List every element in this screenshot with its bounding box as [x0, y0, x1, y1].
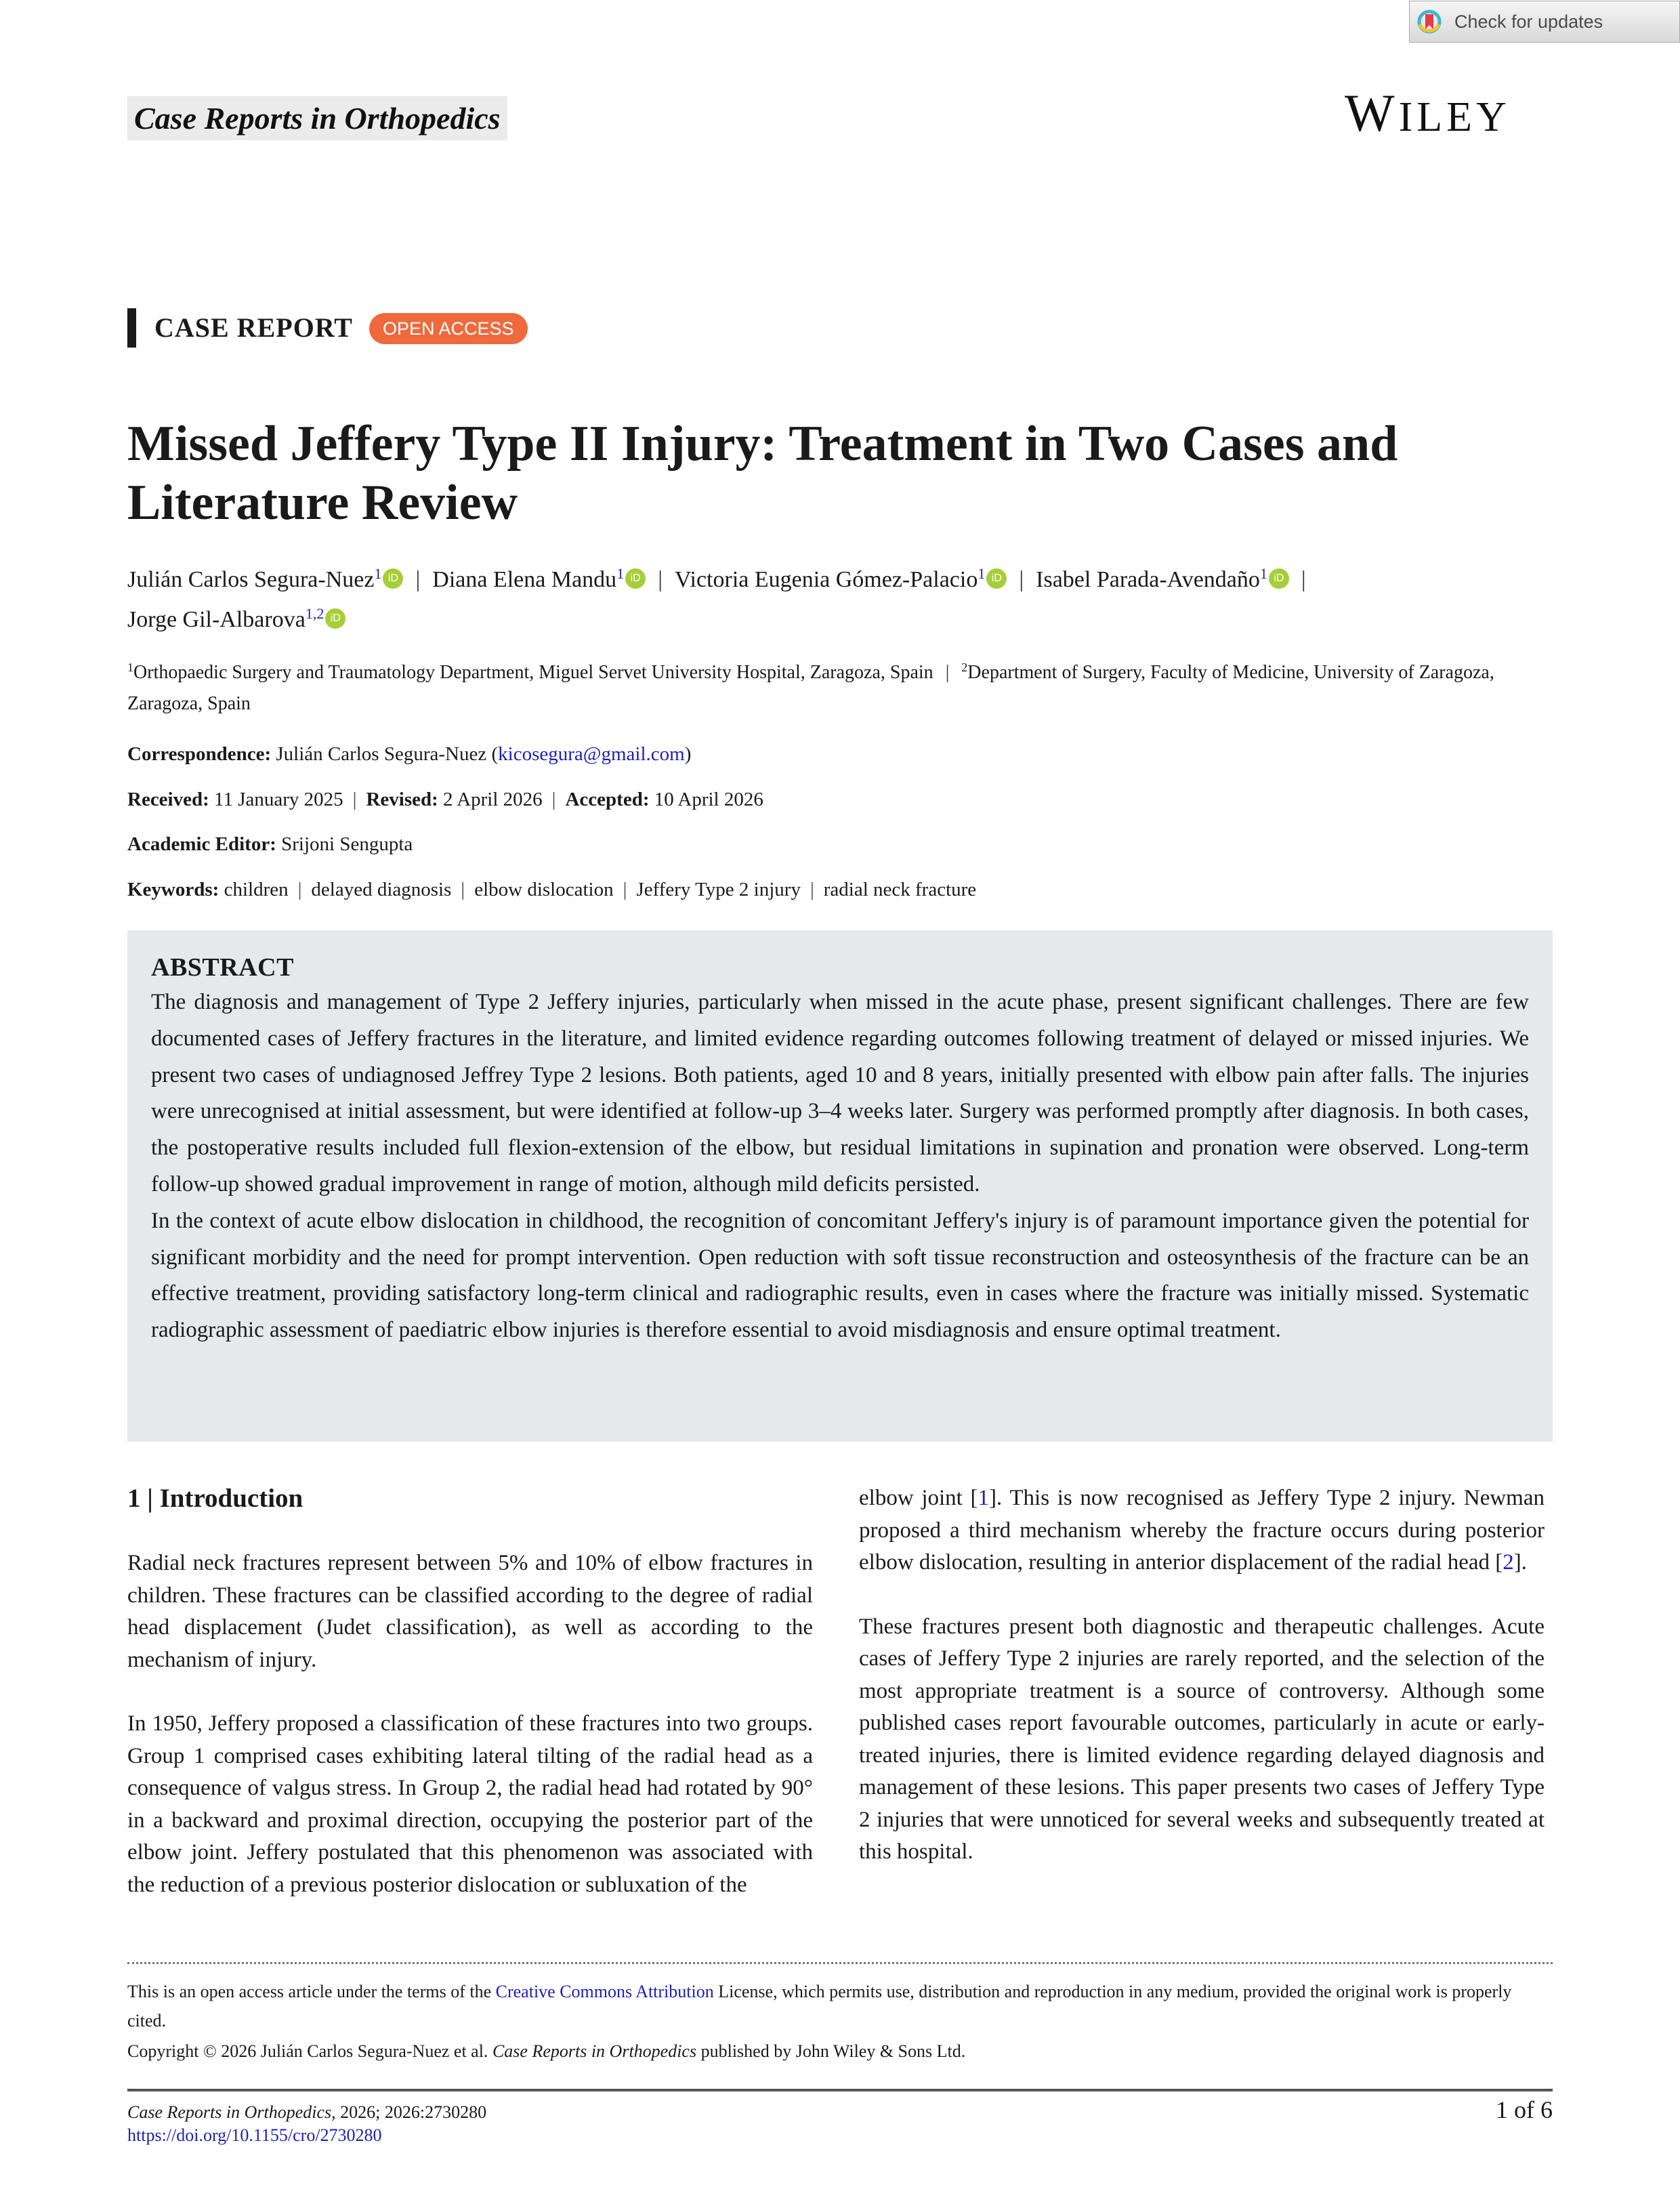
- check-for-updates-button[interactable]: [1409, 1, 1680, 43]
- journal-name: Case Reports in Orthopedics: [127, 96, 507, 140]
- keyword: elbow dislocation: [474, 879, 614, 900]
- orcid-icon[interactable]: iD: [383, 568, 403, 589]
- keyword: delayed diagnosis: [311, 879, 452, 900]
- open-access-badge: OPEN ACCESS: [369, 313, 528, 344]
- footer-divider: [127, 2089, 1553, 2091]
- doi-line: [127, 2124, 382, 2147]
- body-paragraph: These fractures present both diagnostic and therapeutic challenges. Acute cases of Jeffery Type 2 injuries are rarely reported, and the selection of the most appropriate treatment is a source of controversy. Although some published cases report favourable outcomes, particularly in acute or early-treated injuries, there is limited evidence regarding delayed diagnosis and management of these lesions. This paper presents two cases of Jeffery Type 2 injuries that were unnoticed for several weeks and subsequently treated at this hospital.: [859, 1614, 1545, 1864]
- abstract-paragraph: The diagnosis and management of Type 2 Jeffery injuries, particularly when missed in the acute phase, present significant challenges. There are few documented cases of Jeffery fractures in the literature, and limited evidence regarding outcomes following treatment of delayed or missed injuries. We present two cases of undiagnosed Jeffrey Type 2 lesions. Both patients, aged 10 and 8 years, initially presented with elbow pain after falls. The injuries were unrecognised at initial assessment, but were identified at follow-up 3–4 weeks later. Surgery was performed promptly after diagnosis. In both cases, the postoperative results included full flexion-extension of the elbow, but residual limitations in supination and pronation were observed. Long-term follow-up showed gradual improvement in range of motion, although mild deficits persisted.: [151, 990, 1529, 1196]
- abstract-heading: ABSTRACT: [151, 953, 294, 982]
- publisher-logo-rest: ILEY: [1398, 94, 1511, 140]
- author[interactable]: Jorge Gil-Albarova$^{1,2}$ iD: [127, 607, 345, 632]
- email-link[interactable]: kicosegura@gmail.com: [498, 743, 685, 765]
- affiliation: Orthopaedic Surgery and Traumatology Department, Miguel Servet University Hospital, Zaragoza, Spain: [133, 662, 933, 683]
- affiliations: $^1$Orthopaedic Surgery and Traumatology Department, Miguel Servet University Hospital, Zaragoza, Spain | $^2$Department of Surgery, Faculty of Medicine, University of Zaragoza, Zaragoza, Spain: [127, 661, 1494, 714]
- author[interactable]: Victoria Eugenia Gómez-Palacio$^1$ iD: [675, 567, 1007, 592]
- citation-link[interactable]: 2: [1503, 1550, 1514, 1575]
- keyword: children: [224, 879, 289, 900]
- article-title: Missed Jeffery Type II Injury: Treatment in Two Cases and Literature Review: [127, 416, 1398, 530]
- affiliation: Department of Surgery, Faculty of Medicine, University of Zaragoza, Zaragoza, Spain: [127, 662, 1494, 714]
- abstract-paragraph: In the context of acute elbow dislocation in childhood, the recognition of concomitant Jeffery's injury is of paramount importance given the potential for significant morbidity and the need for prompt intervention. Open reduction with soft tissue reconstruction and osteosynthesis of the fracture can be an effective treatment, providing satisfactory long-term clinical and radiographic results, even in cases where the fracture was initially missed. Systematic radiographic assessment of paediatric elbow injuries is therefore essential to avoid misdiagnosis and ensure optimal treatment.: [151, 1208, 1529, 1343]
- author-list: [127, 557, 1563, 637]
- body-paragraph: Radial neck fractures represent between 5% and 10% of elbow fractures in children. These fractures can be classified according to the degree of radial head displacement (Judet classification), as well as according to the mechanism of injury.: [127, 1551, 813, 1672]
- academic-editor: Academic Editor: Srijoni Sengupta: [127, 833, 413, 855]
- doi-link[interactable]: https://doi.org/10.1155/cro/2730280: [127, 2125, 382, 2145]
- author[interactable]: Isabel Parada-Avendaño$^1$ iD: [1036, 567, 1289, 592]
- orcid-icon[interactable]: iD: [1269, 568, 1289, 589]
- article-type-bar: [127, 308, 136, 348]
- author[interactable]: Julián Carlos Segura-Nuez$^1$ iD: [127, 567, 403, 592]
- orcid-icon[interactable]: iD: [325, 608, 345, 629]
- abstract-box: [127, 930, 1553, 1442]
- keyword: Jeffery Type 2 injury: [636, 879, 801, 900]
- body-column-left: [127, 1482, 813, 1933]
- correspondence: Correspondence: Julián Carlos Segura-Nuez (kicosegura@gmail.com): [127, 743, 692, 765]
- copyright-note: Copyright © 2026 Julián Carlos Segura-Nuez et al. Case Reports in Orthopedics published by John Wiley & Sons Ltd.: [127, 2041, 966, 2061]
- separator: |: [415, 567, 421, 592]
- citation-link[interactable]: 1: [978, 1486, 990, 1510]
- body-column-right: [859, 1482, 1545, 1900]
- license-link[interactable]: Creative Commons Attribution: [495, 1982, 714, 2001]
- publisher-logo-initial: W: [1345, 83, 1399, 142]
- orcid-icon[interactable]: iD: [986, 568, 1007, 589]
- body-paragraph: In 1950, Jeffery proposed a classification of these fractures into two groups. Group 1 comprised cases exhibiting lateral tilting of the radial head as a consequence of valgus stress. In Group 2, the radial head had rotated by 90° in a backward and proximal direction, occupying the posterior part of the elbow joint. Jeffery postulated that this phenomenon was associated with the reduction of a previous posterior dislocation or subluxation of the: [127, 1711, 813, 1897]
- check-for-updates-label: Check for updates: [1454, 11, 1603, 32]
- body-paragraph: elbow joint [1]. This is now recognised as Jeffery Type 2 injury. Newman proposed a third mechanism whereby the fracture occurs during posterior elbow dislocation, resulting in anterior displacement of the radial head [2].: [859, 1486, 1545, 1575]
- separator: |: [658, 567, 663, 592]
- separator: |: [1301, 567, 1306, 592]
- section-heading: 1 | Introduction: [127, 1484, 303, 1513]
- orcid-icon[interactable]: iD: [625, 568, 646, 589]
- keyword: radial neck fracture: [823, 879, 977, 900]
- bookmark-update-icon: [1416, 9, 1442, 35]
- article-dates: Received: 11 January 2025 | Revised: 2 April 2026 | Accepted: 10 April 2026: [127, 789, 763, 810]
- author[interactable]: Diana Elena Mandu$^1$ iD: [432, 567, 646, 592]
- keywords: Keywords: children | delayed diagnosis | elbow dislocation | Jeffery Type 2 injury | radial neck fracture: [127, 879, 977, 900]
- footnote-divider: [127, 1962, 1553, 1964]
- article-type-label: CASE REPORT: [154, 312, 353, 343]
- separator: |: [1019, 567, 1024, 592]
- separator: |: [945, 662, 950, 683]
- license-note: This is an open access article under the terms of the Creative Commons Attribution License, which permits use, distribution and reproduction in any medium, provided the original work is properly cited.: [127, 1982, 1512, 2030]
- citation-line: Case Reports in Orthopedics, 2026; 2026:2730280: [127, 2102, 487, 2122]
- page-number: 1 of 6: [1496, 2096, 1553, 2123]
- publisher-logo: [1345, 83, 1511, 142]
